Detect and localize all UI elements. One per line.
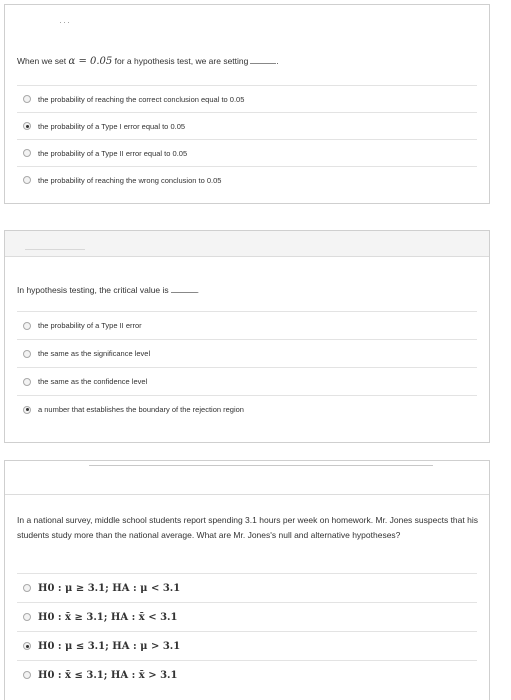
option-label: the probability of a Type I error equal to 0.05 [38, 121, 186, 131]
card-header [5, 5, 489, 31]
radio-button[interactable] [23, 378, 31, 386]
radio-button[interactable] [23, 350, 31, 358]
radio-button[interactable] [23, 176, 31, 184]
option-selected[interactable] [17, 395, 477, 423]
question-card-2 [4, 230, 490, 443]
option[interactable] [17, 85, 477, 112]
radio-button-checked[interactable] [23, 122, 31, 130]
header-dots: ··· [59, 17, 71, 27]
question-text: In a national survey, middle school students report spending 3.1 hours per week on homework. Mr. Jones suspects that his students study more than the national average. What are Mr. Jones's null and alternative hypotheses? [17, 515, 478, 540]
radio-button[interactable] [23, 584, 31, 592]
radio-button[interactable] [23, 322, 31, 330]
header-rule [89, 465, 433, 466]
question-text-3 [5, 513, 491, 543]
option-label: H0 : x̄ ≤ 3.1; HA : x̄ > 3.1 [38, 669, 178, 681]
question-prefix: When we set [17, 56, 67, 66]
option[interactable] [17, 602, 477, 631]
radio-button-checked[interactable] [23, 406, 31, 414]
answer-blank [250, 57, 276, 64]
radio-button[interactable] [23, 671, 31, 679]
header-rule [25, 249, 85, 250]
answer-blank [171, 286, 197, 293]
option[interactable] [17, 367, 477, 395]
option-label: a number that establishes the boundary of the rejection region [38, 405, 244, 414]
card-header [5, 461, 489, 495]
option-label: the probability of reaching the correct conclusion equal to 0.05 [38, 94, 245, 104]
question-text: In hypothesis testing, the critical value is [17, 285, 169, 295]
radio-button-checked[interactable] [23, 642, 31, 650]
option-label: the probability of a Type II error equal to 0.05 [38, 148, 188, 158]
alpha-expression: α = 0.05 [68, 56, 113, 67]
question-card-3 [4, 460, 490, 700]
radio-button[interactable] [23, 149, 31, 157]
question-card-1 [4, 4, 490, 204]
option[interactable] [17, 660, 477, 689]
option-label: H0 : μ ≥ 3.1; HA : μ < 3.1 [38, 582, 181, 594]
option[interactable] [17, 139, 477, 166]
option[interactable] [17, 311, 477, 339]
option-label: the same as the significance level [38, 349, 151, 358]
option-label: the same as the confidence level [38, 377, 148, 386]
option-label: H0 : μ ≤ 3.1; HA : μ > 3.1 [38, 640, 181, 652]
options-list-1 [17, 85, 477, 193]
option[interactable] [17, 573, 477, 602]
option-selected[interactable] [17, 112, 477, 139]
option-label: the probability of a Type II error [38, 321, 142, 330]
option[interactable] [17, 339, 477, 367]
radio-button[interactable] [23, 613, 31, 621]
options-list-2 [17, 311, 477, 423]
card-header [5, 231, 489, 257]
question-text-1: When we set α = 0.05 for a hypothesis test, we are setting . [17, 56, 279, 67]
option[interactable] [17, 166, 477, 193]
option-label: H0 : x̄ ≥ 3.1; HA : x̄ < 3.1 [38, 611, 178, 623]
options-list-3 [17, 573, 477, 689]
radio-button[interactable] [23, 95, 31, 103]
question-suffix: for a hypothesis test, we are setting [114, 56, 249, 66]
option-label: the probability of reaching the wrong conclusion to 0.05 [38, 175, 222, 185]
question-text-2: In hypothesis testing, the critical value is . [17, 285, 200, 295]
option-selected[interactable] [17, 631, 477, 660]
